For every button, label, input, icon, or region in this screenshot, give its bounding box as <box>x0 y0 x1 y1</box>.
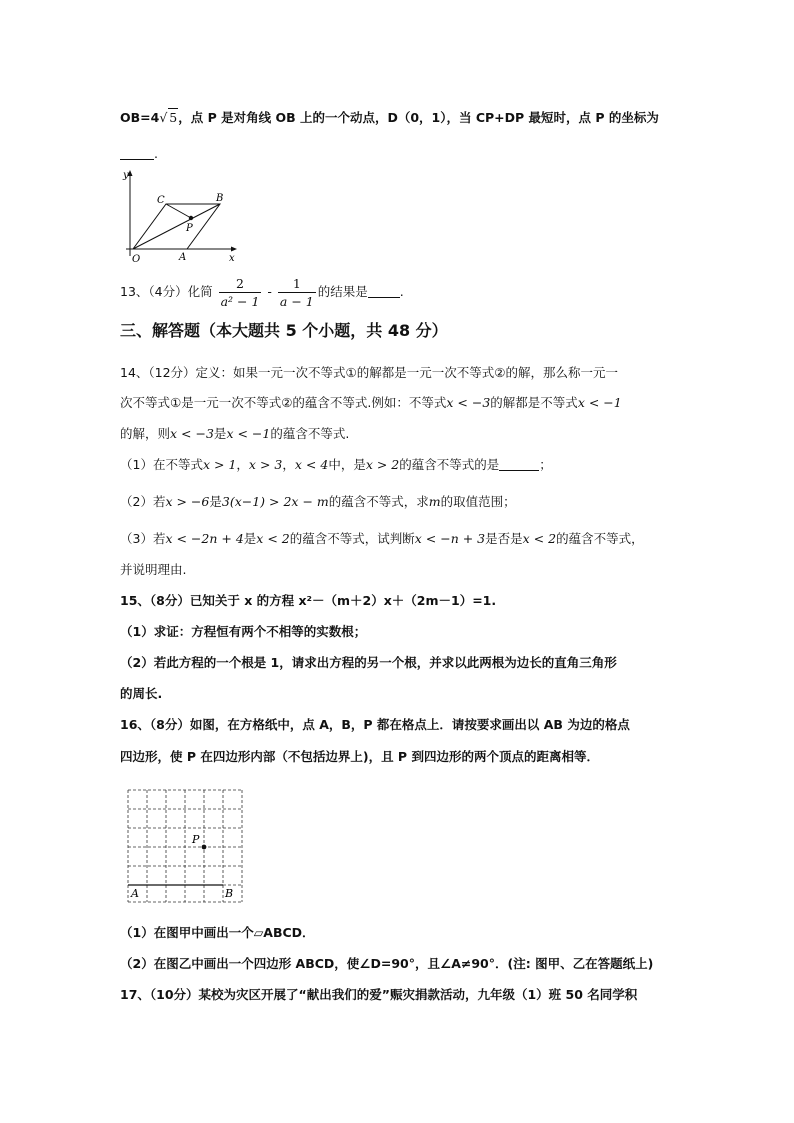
label-A: A <box>131 887 139 900</box>
fraction-1: $\frac{2}{\text{a² − 1}}$ <box>220 276 260 309</box>
q16-line1: 16、（8分）如图，在方格纸中，点 A，B，P 都在格点上．请按要求画出以 AB 为边的格点 <box>120 717 630 732</box>
answer-blank <box>499 458 539 471</box>
q12-line2: . <box>120 145 158 163</box>
diagonal-OB <box>133 204 220 249</box>
grid-figure <box>124 786 248 906</box>
q14-line2: 次不等式①是一元一次不等式②的蕴含不等式.例如：不等式x < −3的解都是不等式x < −1 <box>120 395 622 410</box>
label-C: C <box>157 195 165 206</box>
q14-part2: （2）若x > −6是3(x−1) > 2x − m的蕴含不等式，求m的取值范围； <box>120 494 516 509</box>
q15-line1: 15、（8分）已知关于 x 的方程 x²－（m＋2）x＋（2m－1）=1. <box>120 593 497 608</box>
label-B: B <box>225 887 234 900</box>
q17-line1: 17、（10分）某校为灾区开展了“献出我们的爱”赈灾捐款活动，九年级（1）班 50 名同学积 <box>120 987 638 1002</box>
q14-part1: （1）在不等式x > 1，x > 3，x < 4中，是x > 2的蕴含不等式的是 ； <box>120 457 552 472</box>
label-B: B <box>216 193 224 204</box>
answer-blank <box>120 147 154 160</box>
parallelogram-figure <box>116 166 240 264</box>
x-axis-arrow <box>231 247 237 252</box>
q15-part1: （1）求证：方程恒有两个不相等的实数根； <box>120 624 367 639</box>
q13: 13、（4分）化简 $\frac{2}{\text{a² − 1}}$ - $\frac{1}{a - 1}$ 的结果是 . <box>120 276 404 309</box>
q12-line1: OB=4√ 5，点 P 是对角线 OB 上的一个动点，D（0，1），当 CP+DP 最短时，点 P 的坐标为 <box>120 110 659 125</box>
label-P: P <box>186 223 193 234</box>
label-x: x <box>229 253 235 264</box>
label-y: y <box>123 170 129 181</box>
label-O: O <box>132 254 141 264</box>
q14-part3: （3）若x < −2n + 4是x < 2的蕴含不等式，试判断x < −n + 3是否是x < 2的蕴含不等式， <box>120 531 644 546</box>
section-3-heading: 三、解答题（本大题共 5 个小题，共 48 分） <box>120 321 448 340</box>
answer-blank <box>368 285 400 298</box>
q15-part2-line2: 的周长. <box>120 686 163 701</box>
q16-line2: 四边形，使 P 在四边形内部（不包括边界上)，且 P 到四边形的两个顶点的距离相等． <box>120 749 599 764</box>
q14-line1: 14、（12分）定义：如果一元一次不等式①的解都是一元一次不等式②的解，那么称一元一 <box>120 365 618 380</box>
label-A: A <box>179 252 187 263</box>
label-P: P <box>192 833 200 846</box>
q14-line3: 的解，则x < −3是x < −1的蕴含不等式. <box>120 426 350 441</box>
segment-CP <box>166 204 191 218</box>
point-P <box>202 845 207 850</box>
point-P <box>189 216 193 220</box>
q15-part2: （2）若此方程的一个根是 1，请求出方程的另一个根，并求以此两根为边长的直角三角形 <box>120 655 617 670</box>
q16-part2: （2）在图乙中画出一个四边形 ABCD，使∠D=90°，且∠A≠90°．(注: 图甲、乙在答题纸上) <box>120 956 654 971</box>
q14-part3-line2: 并说明理由. <box>120 562 187 577</box>
fraction-2: $\frac{1}{a - 1}$ <box>279 276 314 309</box>
q16-part1: （1）在图甲中画出一个▱ABCD． <box>120 925 315 940</box>
